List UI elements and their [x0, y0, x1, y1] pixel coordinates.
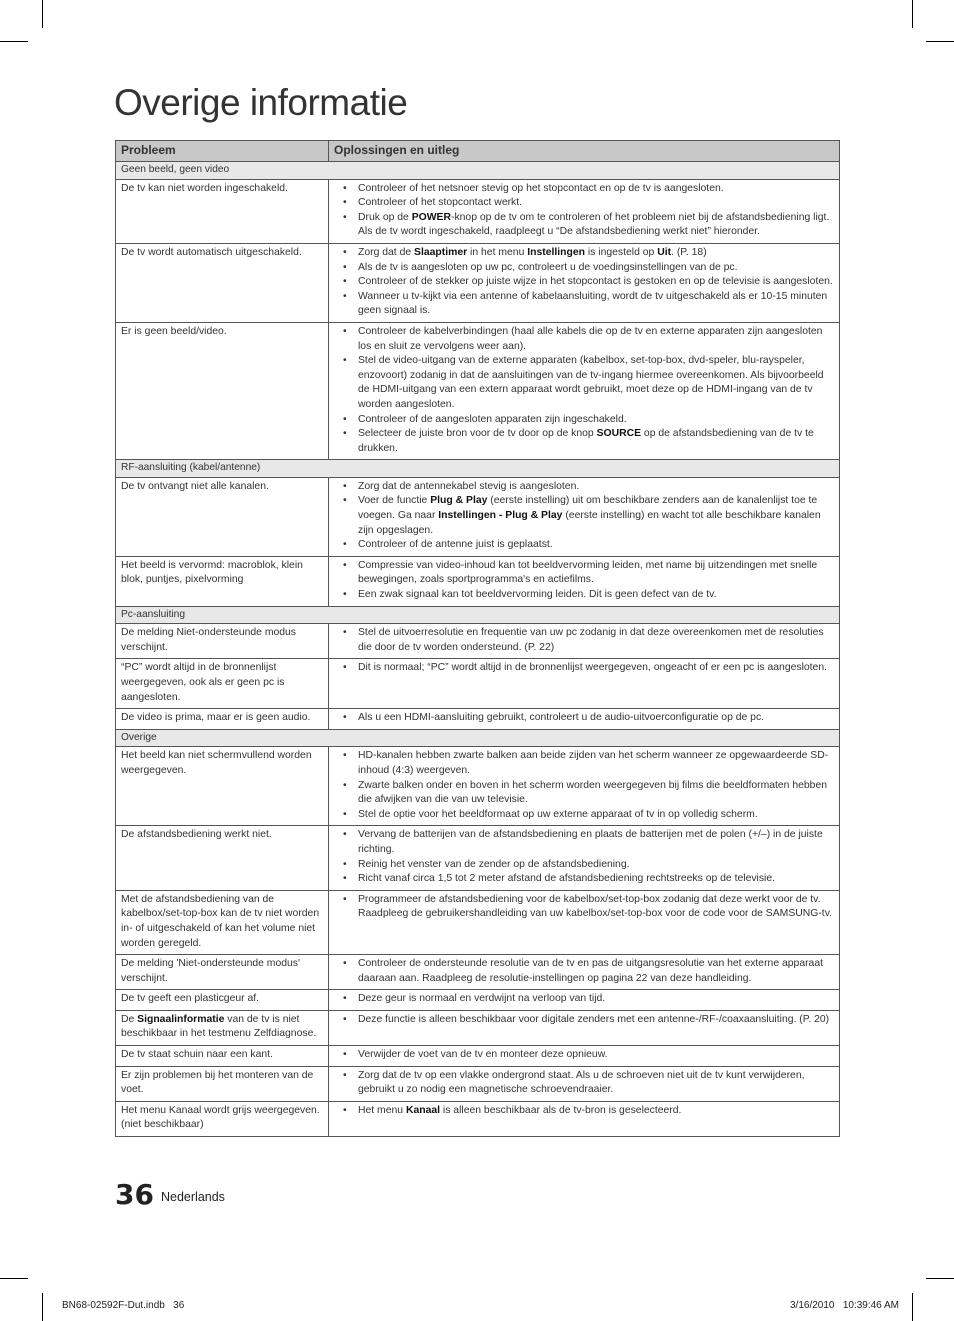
table-body — [116, 162, 840, 1137]
bold-term: POWER — [411, 211, 451, 223]
crop-mark — [926, 41, 954, 42]
table-row — [116, 890, 840, 954]
solution-list — [334, 992, 835, 1007]
solution-list — [334, 182, 835, 240]
table-row — [116, 1101, 840, 1136]
print-datetime: 3/16/2010 10:39:46 AM — [790, 1300, 899, 1311]
solution-item: • Reinig het venster van de zender op de afstandsbediening. — [334, 858, 835, 873]
solution-item: • Stel de optie voor het beeldformaat op uw externe apparaat of tv in op volledig scherm. — [334, 808, 835, 823]
header-oplossingen: Oplossingen en uitleg — [329, 141, 840, 162]
solution-item: • Zorg dat de antennekabel stevig is aangesloten. — [334, 480, 835, 495]
table-row — [116, 1066, 840, 1101]
category-row — [116, 729, 840, 747]
solution-cell — [329, 990, 840, 1011]
problem-cell: Er is geen beeld/video. — [116, 322, 329, 459]
category-label: Pc-aansluiting — [116, 606, 840, 624]
solution-cell — [329, 826, 840, 890]
solution-item: • Deze functie is alleen beschikbaar voor digitale zenders met een antenne-/RF-/coaxaansluiting. (P. 20) — [334, 1013, 835, 1028]
solution-item: • Controleer of de antenne juist is geplaatst. — [334, 538, 835, 553]
solution-item: • Controleer de kabelverbindingen (haal alle kabels die op de tv en externe apparaten zijn aangesloten los en sluit ze vervolgens weer aan). — [334, 325, 835, 354]
solution-item: • Controleer of de stekker op juiste wijze in het stopcontact is gestoken en op de televisie is aangesloten. — [334, 275, 835, 290]
crop-mark — [912, 0, 913, 28]
table-row — [116, 179, 840, 243]
header-probleem: Probleem — [116, 141, 329, 162]
table-row — [116, 709, 840, 730]
solution-cell — [329, 955, 840, 990]
category-row — [116, 162, 840, 180]
solution-cell — [329, 1066, 840, 1101]
category-row — [116, 606, 840, 624]
bold-term: Instellingen — [527, 246, 585, 258]
solution-list — [334, 661, 835, 676]
table-row — [116, 477, 840, 556]
solution-cell — [329, 1046, 840, 1067]
solution-item: • HD-kanalen hebben zwarte balken aan beide zijden van het scherm wanneer ze opgewaardeerde SD-inhoud (4:3) weergeven. — [334, 749, 835, 778]
bold-term: Plug & Play — [430, 495, 488, 507]
troubleshooting-table — [115, 140, 840, 1137]
solution-item: • Als u een HDMI-aansluiting gebruikt, controleert u de audio-uitvoerconfiguratie op de pc. — [334, 711, 835, 726]
category-label: RF-aansluiting (kabel/antenne) — [116, 460, 840, 478]
table-row — [116, 1010, 840, 1045]
solution-item: • Stel de video-uitgang van de externe apparaten (kabelbox, set-top-box, dvd-speler, blu-rayspeler, enzovoort) zodanig in dat de aansluitingen van de tv-ingang hiermee overeenkomen. Als bijvoorbeeld de HDMI-uitgang van een extern apparaat wordt gebruikt, moet deze op de HDMI-ingang van de tv worden aangesloten. — [334, 354, 835, 412]
crop-mark — [0, 41, 28, 42]
solution-item: • Controleer of het netsnoer stevig op het stopcontact en op de tv is aangesloten. — [334, 182, 835, 197]
solution-cell — [329, 556, 840, 606]
solution-item: • Compressie van video-inhoud kan tot beeldvervorming leiden, met name bij uitzendingen met snelle bewegingen, zoals sportprogramma's en actiefilms. — [334, 559, 835, 588]
solution-item: • Wanneer u tv-kijkt via een antenne of kabelaansluiting, wordt de tv uitgeschakeld als er 10-15 minuten geen signaal is. — [334, 290, 835, 319]
solution-list — [334, 1048, 835, 1063]
table-row — [116, 659, 840, 709]
solution-cell — [329, 747, 840, 826]
solution-cell — [329, 1101, 840, 1136]
solution-item: • Controleer de ondersteunde resolutie van de tv en pas de uitgangsresolutie van het externe apparaat daaraan aan. Raadpleeg de resolutie-instellingen op pagina 22 van deze handleiding. — [334, 957, 835, 986]
table-row — [116, 556, 840, 606]
table-row — [116, 243, 840, 322]
solution-cell — [329, 322, 840, 459]
problem-cell: De tv wordt automatisch uitgeschakeld. — [116, 243, 329, 322]
solution-item: • Zwarte balken onder en boven in het scherm worden weergegeven bij films die beeldformaten hebben die afwijken van die van uw televisie. — [334, 779, 835, 808]
solution-list — [334, 480, 835, 553]
solution-item: • Als de tv is aangesloten op uw pc, controleert u de voedingsinstellingen van de pc. — [334, 261, 835, 276]
solution-cell — [329, 659, 840, 709]
problem-cell: De melding 'Niet-ondersteunde modus' verschijnt. — [116, 955, 329, 990]
table-row — [116, 322, 840, 459]
solution-list — [334, 1104, 835, 1119]
problem-cell: De tv kan niet worden ingeschakeld. — [116, 179, 329, 243]
page-language: Nederlands — [161, 1190, 225, 1204]
solution-list — [334, 893, 835, 922]
problem-cell: Het beeld kan niet schermvullend worden weergegeven. — [116, 747, 329, 826]
category-label: Geen beeld, geen video — [116, 162, 840, 180]
solution-list — [334, 749, 835, 822]
problem-cell: Er zijn problemen bij het monteren van de voet. — [116, 1066, 329, 1101]
solution-item: • Het menu Kanaal is alleen beschikbaar als de tv-bron is geselecteerd. — [334, 1104, 835, 1119]
category-row — [116, 460, 840, 478]
category-label: Overige — [116, 729, 840, 747]
table-row — [116, 624, 840, 659]
table-row — [116, 826, 840, 890]
page-number: 36 — [115, 1178, 154, 1211]
solution-item: • Stel de uitvoerresolutie en frequentie van uw pc zodanig in dat deze overeenkomen met de resoluties die door de tv worden ondersteund. (P. 22) — [334, 626, 835, 655]
problem-cell: De Signaalinformatie van de tv is niet beschikbaar in het testmenu Zelfdiagnose. — [116, 1010, 329, 1045]
solution-list — [334, 1013, 835, 1028]
problem-cell: De afstandsbediening werkt niet. — [116, 826, 329, 890]
solution-list — [334, 711, 835, 726]
solution-list — [334, 325, 835, 456]
solution-list — [334, 246, 835, 319]
bold-term: Instellingen - Plug & Play — [438, 510, 563, 522]
table-row — [116, 747, 840, 826]
solution-item: • Een zwak signaal kan tot beeldvervorming leiden. Dit is geen defect van de tv. — [334, 588, 835, 603]
solution-cell — [329, 477, 840, 556]
crop-mark — [0, 1278, 28, 1279]
problem-cell: De tv ontvangt niet alle kanalen. — [116, 477, 329, 556]
problem-cell: Het menu Kanaal wordt grijs weergegeven. (niet beschikbaar) — [116, 1101, 329, 1136]
crop-mark — [42, 0, 43, 28]
solution-item: • Controleer of het stopcontact werkt. — [334, 196, 835, 211]
solution-item: • Programmeer de afstandsbediening voor de kabelbox/set-top-box zodanig dat deze werkt voor de tv. Raadpleeg de gebruikershandleiding van uw kabelbox/set-top-box voor de code voor de SAMSUNG-tv. — [334, 893, 835, 922]
problem-cell: De video is prima, maar er is geen audio. — [116, 709, 329, 730]
solution-cell — [329, 179, 840, 243]
solution-item: • Zorg dat de tv op een vlakke ondergrond staat. Als u de schroeven niet uit de tv kunt verwijderen, gebruikt u zo nodig een magnetische schroevendraaier. — [334, 1069, 835, 1098]
problem-cell: Het beeld is vervormd: macroblok, klein blok, puntjes, pixelvorming — [116, 556, 329, 606]
bold-term: Uit — [657, 246, 672, 258]
solution-item: • Controleer of de aangesloten apparaten zijn ingeschakeld. — [334, 413, 835, 428]
solution-list — [334, 626, 835, 655]
solution-cell — [329, 624, 840, 659]
problem-cell: De tv geeft een plasticgeur af. — [116, 990, 329, 1011]
solution-list — [334, 1069, 835, 1098]
print-file-info: BN68-02592F-Dut.indb 36 — [62, 1300, 185, 1311]
solution-item: • Deze geur is normaal en verdwijnt na verloop van tijd. — [334, 992, 835, 1007]
problem-cell: De tv staat schuin naar een kant. — [116, 1046, 329, 1067]
table-header-row — [116, 141, 840, 162]
page-title: Overige informatie — [114, 82, 408, 123]
bold-term: Signaalinformatie — [137, 1013, 225, 1025]
problem-cell: De melding Niet-ondersteunde modus verschijnt. — [116, 624, 329, 659]
solution-list — [334, 957, 835, 986]
solution-item: • Richt vanaf circa 1,5 tot 2 meter afstand de afstandsbediening rechtstreeks op de televisie. — [334, 872, 835, 887]
solution-item: • Druk op de POWER-knop op de tv om te controleren of het probleem niet bij de afstandsbediening ligt. Als de tv wordt ingeschakeld, raadpleegt u “De afstandsbediening werkt niet” hieronder. — [334, 211, 835, 240]
crop-mark — [926, 1278, 954, 1279]
crop-mark — [912, 1293, 913, 1321]
solution-cell — [329, 890, 840, 954]
table-row — [116, 955, 840, 990]
solution-item: • Verwijder de voet van de tv en monteer deze opnieuw. — [334, 1048, 835, 1063]
problem-cell: Met de afstandsbediening van de kabelbox/set-top-box kan de tv niet worden in- of uitgeschakeld of kan het volume niet worden geregeld. — [116, 890, 329, 954]
bold-term: Slaaptimer — [414, 246, 468, 258]
table-row — [116, 1046, 840, 1067]
bold-term: Kanaal — [405, 1104, 441, 1116]
solution-item: • Vervang de batterijen van de afstandsbediening en plaats de batterijen met de polen (+/–) in de juiste richting. — [334, 828, 835, 857]
solution-cell — [329, 243, 840, 322]
bold-term: SOURCE — [596, 428, 642, 440]
problem-cell: “PC” wordt altijd in de bronnenlijst weergegeven, ook als er geen pc is aangesloten. — [116, 659, 329, 709]
solution-item: • Selecteer de juiste bron voor de tv door op de knop SOURCE op de afstandsbediening van de tv te drukken. — [334, 427, 835, 456]
solution-list — [334, 559, 835, 603]
crop-mark — [42, 1293, 43, 1321]
solution-item: • Voer de functie Plug & Play (eerste instelling) uit om beschikbare zenders aan de kanalenlijst toe te voegen. Ga naar Instellingen - Plug & Play (eerste instelling) en wacht tot alle beschikbare kanalen zijn opgeslagen. — [334, 494, 835, 538]
solution-list — [334, 828, 835, 886]
table-row — [116, 990, 840, 1011]
solution-item: • Zorg dat de Slaaptimer in het menu Instellingen is ingesteld op Uit. (P. 18) — [334, 246, 835, 261]
solution-cell — [329, 1010, 840, 1045]
solution-cell — [329, 709, 840, 730]
solution-item: • Dit is normaal; “PC” wordt altijd in de bronnenlijst weergegeven, ongeacht of er een pc is aangesloten. — [334, 661, 835, 676]
